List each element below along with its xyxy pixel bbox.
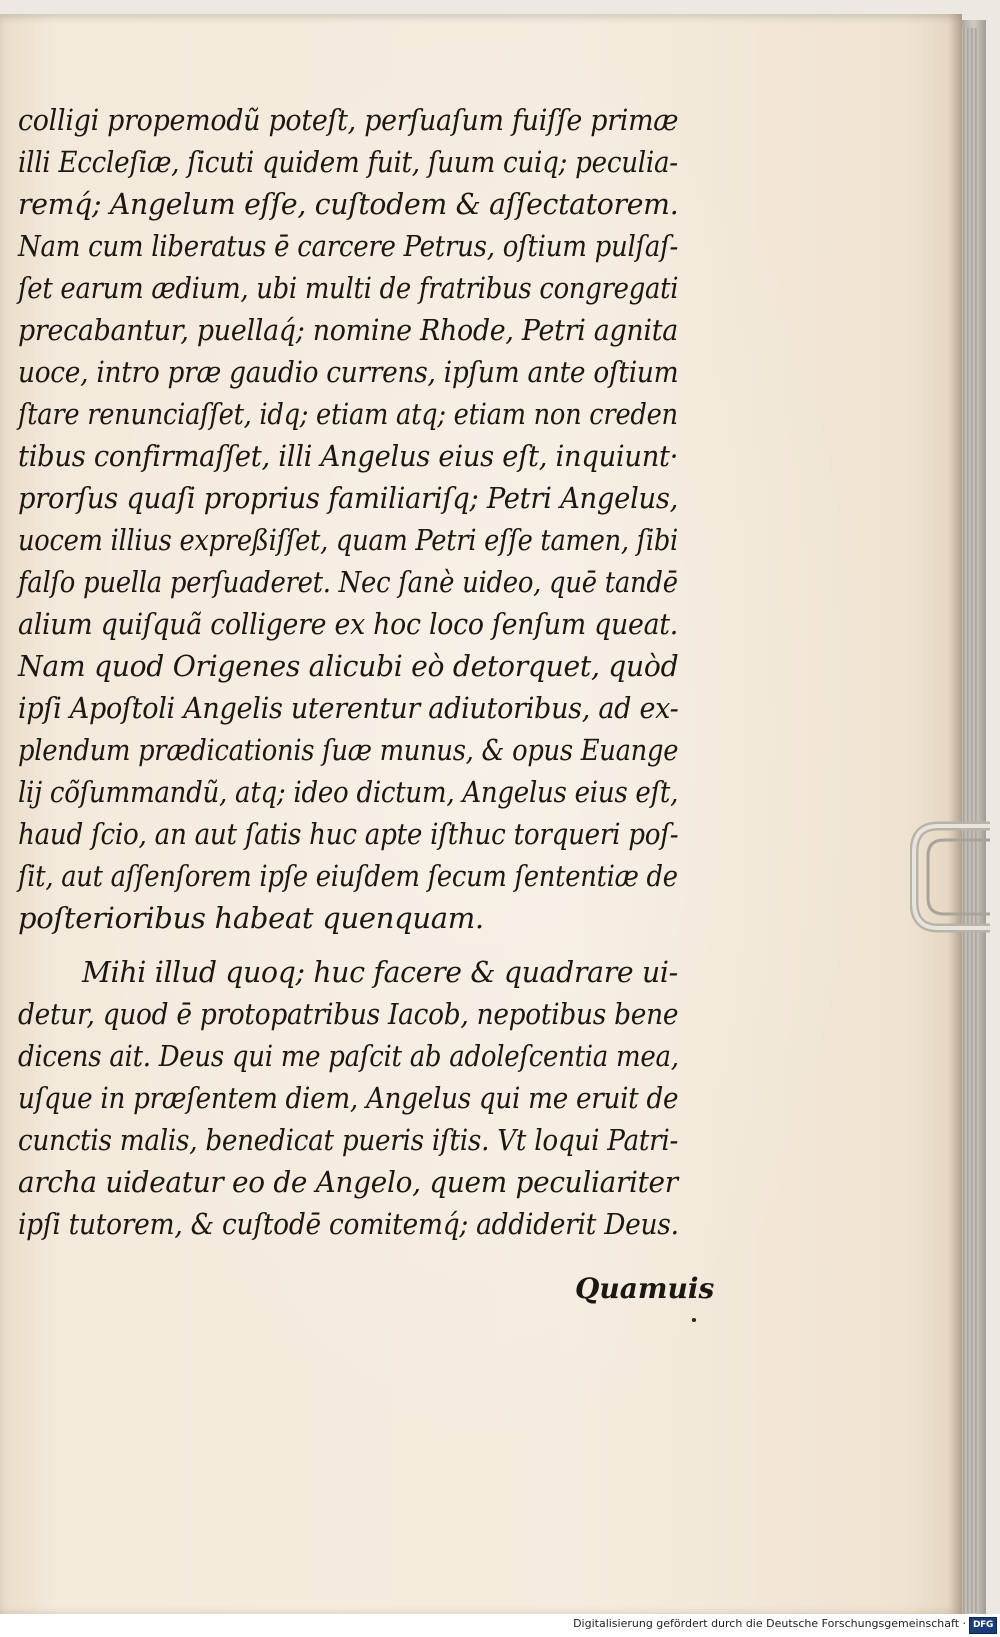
text-line-9: tibus confirmaſſet, illi Angelus eius eſt, inquiunt· [18,439,679,473]
text-line-21: Mihi illud quoq; huc facere & quadrare ui- [82,955,678,989]
text-line-19: ſit, aut aſſenſorem ipſe eiuſdem ſecum ſententiæ de [18,859,678,893]
dfg-logo[interactable]: DFG [969,1617,997,1634]
text-line-25: cunctis malis, benedicat pueris iſtis. Vt loqui Patri- [18,1123,679,1157]
text-line-6: precabantur, puellaq́; nomine Rhode, Petri agnita [18,313,678,347]
text-line-3: remq́; Angelum eſſe, cuſtodem & aſſectatorem. [18,187,679,221]
text-line-17: lij cõſummandũ, atq; ideo dictum, Angelus eius eſt, [18,775,679,809]
text-line-23: dicens ait. Deus qui me paſcit ab adoleſcentia mea, [18,1039,679,1073]
text-line-1: colligi propemodũ poteſt, perſuaſum fuiſſe primæ [18,103,679,137]
text-line-13: alium quiſquã colligere ex hoc loco ſenſum queat. [18,607,678,641]
text-line-7: uoce, intro præ gaudio currens, ipſum ante oſtium [18,355,679,389]
text-line-2: illi Eccleſiæ, ſicuti quidem fuit, ſuum cuiq; peculia- [18,145,678,179]
text-line-24: uſque in præſentem diem, Angelus qui me eruit de [18,1081,679,1115]
text-line-4: Nam cum liberatus ē carcere Petrus, oſtium pulſaſ- [18,229,678,263]
catchword: Quamuis [575,1272,715,1305]
text-line-12: falſo puella perſuaderet. Nec ſanè uideo, quē tandē [18,565,678,599]
text-line-11: uocem illius expreßiſſet, quam Petri eſſe tamen, ſibi [18,523,679,557]
text-line-27: ipſi tutorem, & cuſtodē comitemq́; addiderit Deus. [18,1207,679,1241]
text-line-20: poſterioribus habeat quenquam. [18,901,484,935]
text-line-26: archa uideatur eo de Angelo, quem peculiariter [18,1165,678,1199]
paper-clip-icon [910,818,990,938]
text-line-18: haud ſcio, an aut ſatis huc apte iſthuc torqueri poſ- [18,817,679,851]
funding-credit: Digitalisierung gefördert durch die Deutsche Forschungsgemeinschaft · [573,1617,966,1630]
text-line-5: ſet earum ædium, ubi multi de fratribus congregati [18,271,679,305]
text-line-16: plendum prædicationis ſuæ munus, & opus Euange [18,733,679,767]
text-line-15: ipſi Apoſtoli Angelis uterentur adiutoribus, ad ex- [18,691,679,725]
ink-dot [692,1318,696,1322]
text-line-22: detur, quod ē protopatribus Iacob, nepotibus bene [18,997,679,1031]
text-line-8: ſtare renunciaſſet, idq; etiam atq; etiam non creden [18,397,678,431]
text-line-10: prorſus quaſi proprius familiariſq; Petri Angelus, [18,481,679,515]
page-right-shadow [948,14,962,1614]
text-line-14: Nam quod Origenes alicubi eò detorquet, quòd [18,649,679,683]
